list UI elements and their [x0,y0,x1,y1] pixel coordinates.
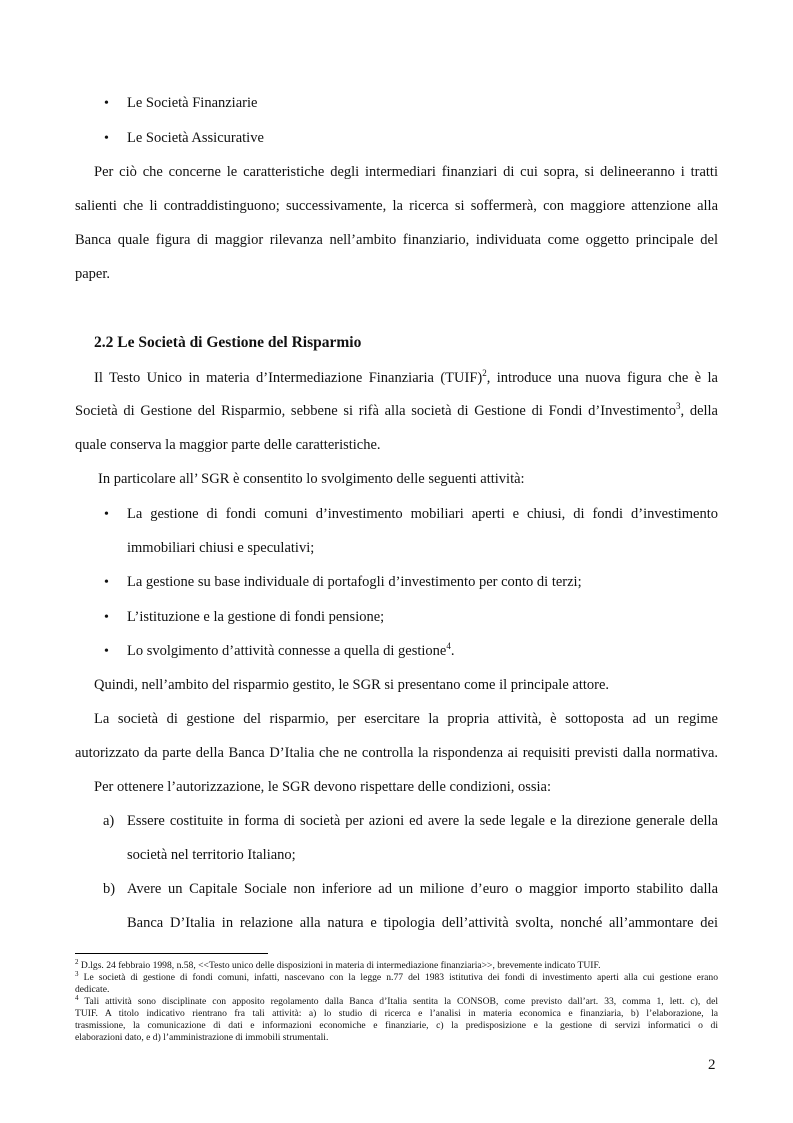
list-marker: a) [103,813,115,829]
text-line: Società di Gestione del Risparmio, sebbene si rifà alla società di Gestione di Fondi d’Investimento$^3$, della [75,401,718,419]
footnote-ref[interactable]: 4 [446,641,451,652]
footnote-divider [75,953,268,954]
footnote-continuation: TUIF. A titolo indicativo rientrano fra tali attività: a) lo studio di ricerca e l’analisi in materia economica e finanziaria, b) l’elaborazione, la [75,1008,718,1019]
list-item: La gestione di fondi comuni d’investimento mobiliari aperti e chiusi, di fondi d’investimento [127,506,718,522]
footnote-continuation: dedicate. [75,984,110,995]
text-line: Quindi, nell’ambito del risparmio gestito, le SGR si presentano come il principale attore. [94,677,610,693]
list-item-continuation: società nel territorio Italiano; [127,847,296,863]
bullet-icon: • [104,575,109,590]
bullet-icon: • [104,131,109,146]
text-line: autorizzato da parte della Banca D’Italia che ne controlla la rispondenza ai requisiti previsti dalla normativa. [75,745,718,761]
text-line: Per ciò che concerne le caratteristiche degli intermediari finanziari di cui sopra, si delineeranno i tratti [94,164,718,180]
list-item: L’istituzione e la gestione di fondi pensione; [127,609,385,625]
list-item-continuation: immobiliari chiusi e speculativi; [127,540,315,556]
list-item: Avere un Capitale Sociale non inferiore ad un milione d’euro o maggior importo stabilito dalla [127,881,718,897]
footnote-ref[interactable]: 2 [482,368,487,379]
bullet-icon: • [104,96,109,111]
text-line: quale conserva la maggior parte delle caratteristiche. [75,437,381,453]
list-item-continuation: Banca D’Italia in relazione alla natura e tipologia dell’attività svolta, nonché all’ammontare dei [127,915,718,931]
text-line: Il Testo Unico in materia d’Intermediazione Finanziaria (TUIF)$^2$, introduce una nuova figura che è la [94,368,718,386]
bullet-icon: • [104,644,109,659]
list-item: Lo svolgimento d’attività connesse a quella di gestione$^4$. [127,641,455,659]
list-item: Le Società Assicurative [127,130,264,146]
list-marker: b) [103,881,116,897]
footnote-continuation: trasmissione, la comunicazione di dati e informazioni economiche e finanziarie, c) la predisposizione e la gestione di servizi informatici o di [75,1020,718,1031]
footnote-continuation: elaborazioni dato, e d) l’amministrazione di immobili strumentali. [75,1032,329,1043]
page-number: 2 [708,1057,716,1073]
footnote: $^3$ Le società di gestione di fondi comuni, infatti, nascevano con la legge n.77 del 1983 istitutiva dei fondi di investimento aperti alla cui gestione erano [75,969,718,983]
text-line: Per ottenere l’autorizzazione, le SGR devono rispettare delle condizioni, ossia: [94,779,551,795]
bullet-icon: • [104,610,109,625]
text-line: La società di gestione del risparmio, per esercitare la propria attività, è sottoposta ad un regime [94,711,718,727]
text-line: salienti che li contraddistinguono; successivamente, la ricerca si soffermerà, con maggiore attenzione alla [75,198,718,214]
list-item: La gestione su base individuale di portafogli d’investimento per conto di terzi; [127,574,582,590]
bullet-icon: • [104,507,109,522]
list-item: Essere costituite in forma di società per azioni ed avere la sede legale e la direzione generale della [127,813,718,829]
section-title: 2.2 Le Società di Gestione del Risparmio [94,334,362,351]
footnote: $^2$ D.lgs. 24 febbraio 1998, n.58, <<Testo unico delle disposizioni in materia di intermediazione finanziaria>>, brevemente indicato TUIF. [75,957,601,971]
footnote-ref[interactable]: 3 [675,401,681,412]
text-line: In particolare all’ SGR è consentito lo svolgimento delle seguenti attività: [98,471,525,487]
list-item: Le Società Finanziarie [127,95,258,111]
text-line: Banca quale figura di maggior rilevanza nell’ambito finanziario, individuata come oggetto principale del [75,232,718,248]
text-line: paper. [75,266,111,282]
footnote: $^4$ Tali attività sono disciplinate con apposito regolamento dalla Banca d’Italia sentita la CONSOB, come previsto dall’art. 33, comma 1, lett. c), del [75,993,718,1007]
